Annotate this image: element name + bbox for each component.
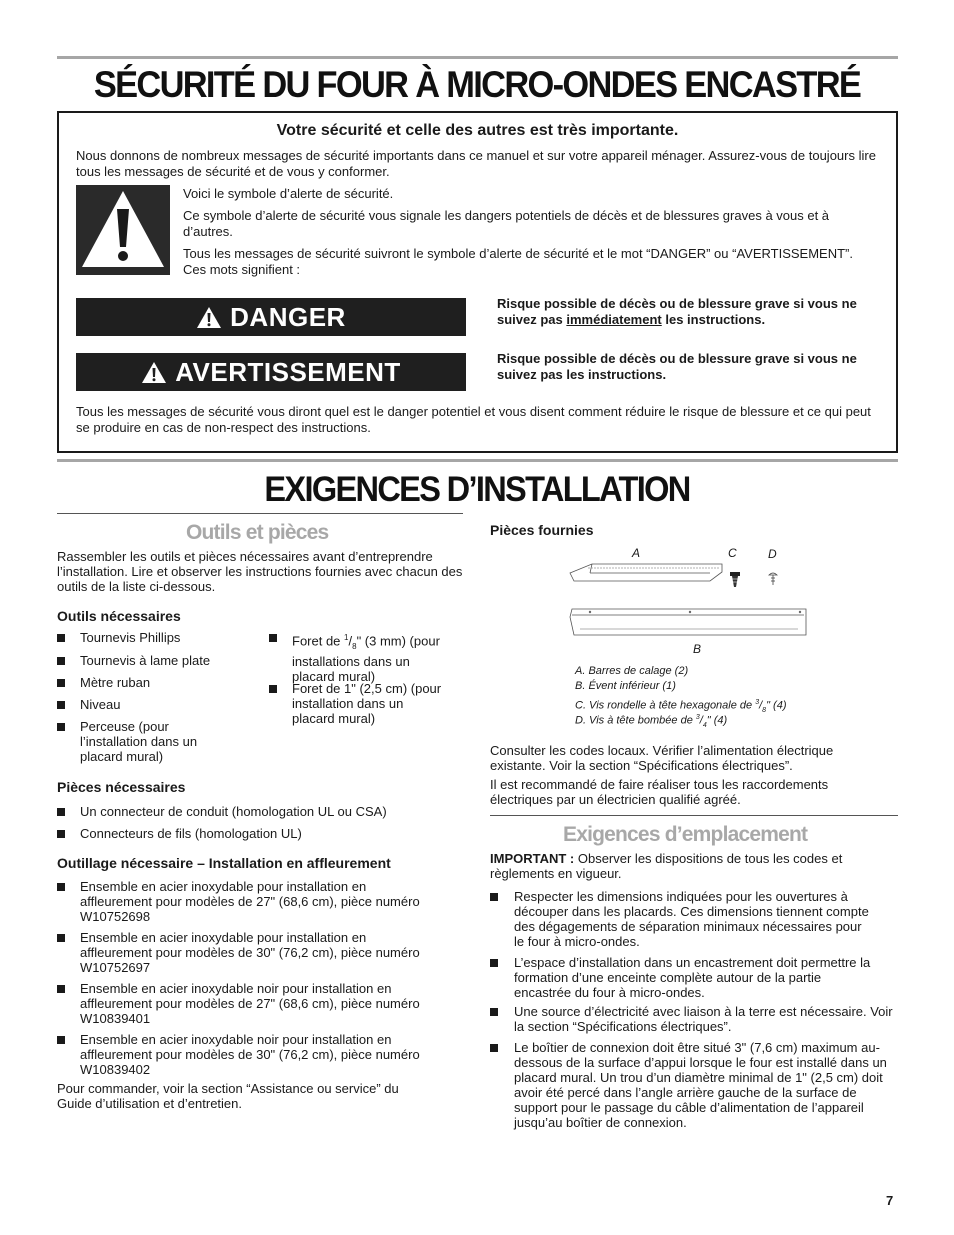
bullet [57,808,65,816]
figure-label-d: D [768,547,777,561]
list-item: Une source d’électricité avec liaison à la terre est nécessaire. Voir la section “Spécifications électriques”. [514,1004,893,1034]
danger-description [497,296,887,328]
bullet [269,685,277,693]
list-item: Un connecteur de conduit (homologation UL ou CSA) [80,804,387,819]
fraction-denominator: 8 [762,706,767,714]
bullet [490,1044,498,1052]
bullet [57,1036,65,1044]
bullet [57,723,65,731]
mid-rule [57,459,898,462]
danger-label: DANGER [230,301,346,332]
right-col-rule [490,815,898,816]
fraction-numerator: 3 [755,699,760,706]
shim-bars-drawing [570,564,722,581]
top-rule [57,56,898,59]
electrician-note: Il est recommandé de faire réaliser tous les raccordements électriques par un électricien qualifié agréé. [490,777,829,807]
location-heading: Exigences d’emplacement [563,823,808,846]
parts-needed-heading: Pièces nécessaires [57,779,186,795]
bullet [57,701,65,709]
page-number: 7 [886,1193,894,1208]
alert-triangle-icon [196,306,222,329]
bullet [57,657,65,665]
list-item: Foret de 1" (2,5 cm) (pour installation dans un placard mural) [292,681,442,726]
list-item: Foret de $^1/_8$" (3 mm) (pour installations dans un placard mural) [292,633,440,684]
codes-note: Consulter les codes locaux. Vérifier l’alimentation électrique existante. Voir la section “Spécifications électriques”. [490,743,834,773]
alert-triangle-icon [141,361,167,384]
safety-closing: Tous les messages de sécurité vous diront quel est le danger potentiel et vous disent comment réduire le risque de blessure et ce qui peut se produire en cas de non-respect des instructions. [76,404,871,435]
caption-d-text: D. Vis à tête bombée de [575,714,696,727]
caption-c: C. Vis rondelle à tête hexagonale de $^3/_8$" (4) [575,699,787,714]
list-item: Niveau [80,697,121,712]
list-item: Ensemble en acier inoxydable noir pour installation en affleurement pour modèles de 27" (68,6 cm), pièce numéro W10839401 [80,981,420,1026]
danger-desc-part2: les instructions. [661,312,766,327]
bullet [57,883,65,891]
drill-bit-label: Foret de [292,633,345,649]
list-item: Ensemble en acier inoxydable pour installation en affleurement pour modèles de 30" (76,2 cm), pièce numéro W10752697 [80,930,420,975]
caption-a: A. Barres de calage (2) [575,665,689,677]
warning-description: Risque possible de décès ou de blessure grave si vous ne suivez pas les instructions. [497,351,857,382]
fraction-denominator: 4 [702,721,707,729]
parts-drawing [560,543,820,658]
bullet [57,934,65,942]
bullet [57,985,65,993]
list-item: Ensemble en acier inoxydable noir pour installation en affleurement pour modèles de 30" (76,2 cm), pièce numéro W10839402 [80,1032,420,1077]
tools-intro: Rassembler les outils et pièces nécessaires avant d’entreprendre l’installation. Lire et observer les instructions fournies avec chacun des outils de la liste ci-dessous. [57,549,463,594]
caption-d-suffix: " (4) [706,714,728,727]
caption-b: B. Évent inférieur (1) [575,680,676,692]
symbol-description: Ce symbole d’alerte de sécurité vous signale les dangers potentiels de décès et de blessures graves à vous et à d’autres. [183,208,830,239]
danger-desc-emphasis: immédiatement [566,312,662,327]
warning-banner [76,353,466,391]
parts-figure [560,543,820,658]
bullet [57,679,65,687]
caption-c-text: C. Vis rondelle à tête hexagonale de [575,699,756,712]
fraction-numerator: 1 [344,633,349,642]
bullet [57,830,65,838]
lower-vent-drawing [570,609,806,635]
figure-label-a: A [632,546,641,560]
list-item: Tournevis à lame plate [80,653,211,668]
list-item: L’espace d’installation dans un encastrement doit permettre la formation d’une enceinte complète autour de la partie encastrée du four à micro-ondes. [514,955,871,1000]
bullet [269,634,277,642]
caption-c-suffix: " (4) [766,699,787,712]
list-item: Perceuse (pour l’installation dans un placard mural) [80,719,198,764]
messages-line: Tous les messages de sécurité suivront le symbole d’alerte de sécurité et le mot “DANGER” ou “AVERTISSEMENT”. Ces mots signifient : [183,246,853,277]
caption-d: D. Vis à tête bombée de $^3/_4$" (4) [575,714,728,729]
bullet [490,1008,498,1016]
symbol-line: Voici le symbole d’alerte de sécurité. [183,186,394,201]
hex-screw-drawing [730,572,740,587]
safety-title: SÉCURITÉ DU FOUR À MICRO-ONDES ENCASTRÉ [93,64,861,105]
pan-screw-drawing [769,573,777,585]
install-title: EXIGENCES D’INSTALLATION [264,470,690,509]
bullet [490,893,498,901]
bullet [490,959,498,967]
important-text: Observer les dispositions de tous les codes et règlements en vigueur. [490,851,843,881]
fraction-numerator: 3 [695,714,700,721]
tools-needed-heading: Outils nécessaires [57,608,181,624]
safety-alert-symbol [76,185,170,275]
drill-bit-detail: " (3 mm) (pour installations dans un placard mural) [292,633,440,684]
order-note: Pour commander, voir la section “Assistance ou service” du Guide d’utilisation et d’entretien. [57,1081,399,1111]
figure-label-b: B [693,642,702,656]
list-item: Respecter les dimensions indiquées pour les ouvertures à découper dans les placards. Ces dimensions tiennent compte des dégagements de séparation minimaux nécessaires pour le four à micro-ondes. [514,889,869,949]
warning-label: AVERTISSEMENT [175,356,401,387]
list-item: Le boîtier de connexion doit être situé 3" (7,6 cm) maximum au-dessous de la surface d’appui lorsque le four est installé dans un placard mural. Un trou d’un diamètre minimal de 1" (2,5 cm) doit avoir été percé dans l’angle arrière gauche de la surface de support pour le passage du câble d’alimentation de l’appareil jusqu’au boîtier de connexion. [514,1040,887,1130]
flush-heading: Outillage nécessaire – Installation en affleurement [57,855,391,871]
important-note [490,851,870,881]
warning-triangle-icon [76,185,170,275]
list-item: Ensemble en acier inoxydable pour installation en affleurement pour modèles de 27" (68,6 cm), pièce numéro W10752698 [80,879,420,924]
parts-supplied-heading: Pièces fournies [490,522,594,538]
safety-heading: Votre sécurité et celle des autres est très importante. [276,122,679,139]
list-item: Connecteurs de fils (homologation UL) [80,826,302,841]
list-item: Mètre ruban [80,675,151,690]
safety-intro: Nous donnons de nombreux messages de sécurité importants dans ce manuel et sur votre appareil ménager. Assurez-vous de toujours lire tous les messages de sécurité et de vous y conformer. [76,148,876,179]
fraction-denominator: 8 [352,641,357,651]
bullet [57,634,65,642]
figure-label-c: C [728,546,737,560]
important-label: IMPORTANT : [490,851,575,866]
list-item: Tournevis Phillips [80,630,181,645]
tools-heading: Outils et pièces [186,521,329,544]
danger-banner [76,298,466,336]
danger-desc-part1: Risque possible de décès ou de blessure grave si vous ne suivez pas [497,296,857,327]
left-col-rule [57,513,463,514]
safety-box [57,111,898,453]
